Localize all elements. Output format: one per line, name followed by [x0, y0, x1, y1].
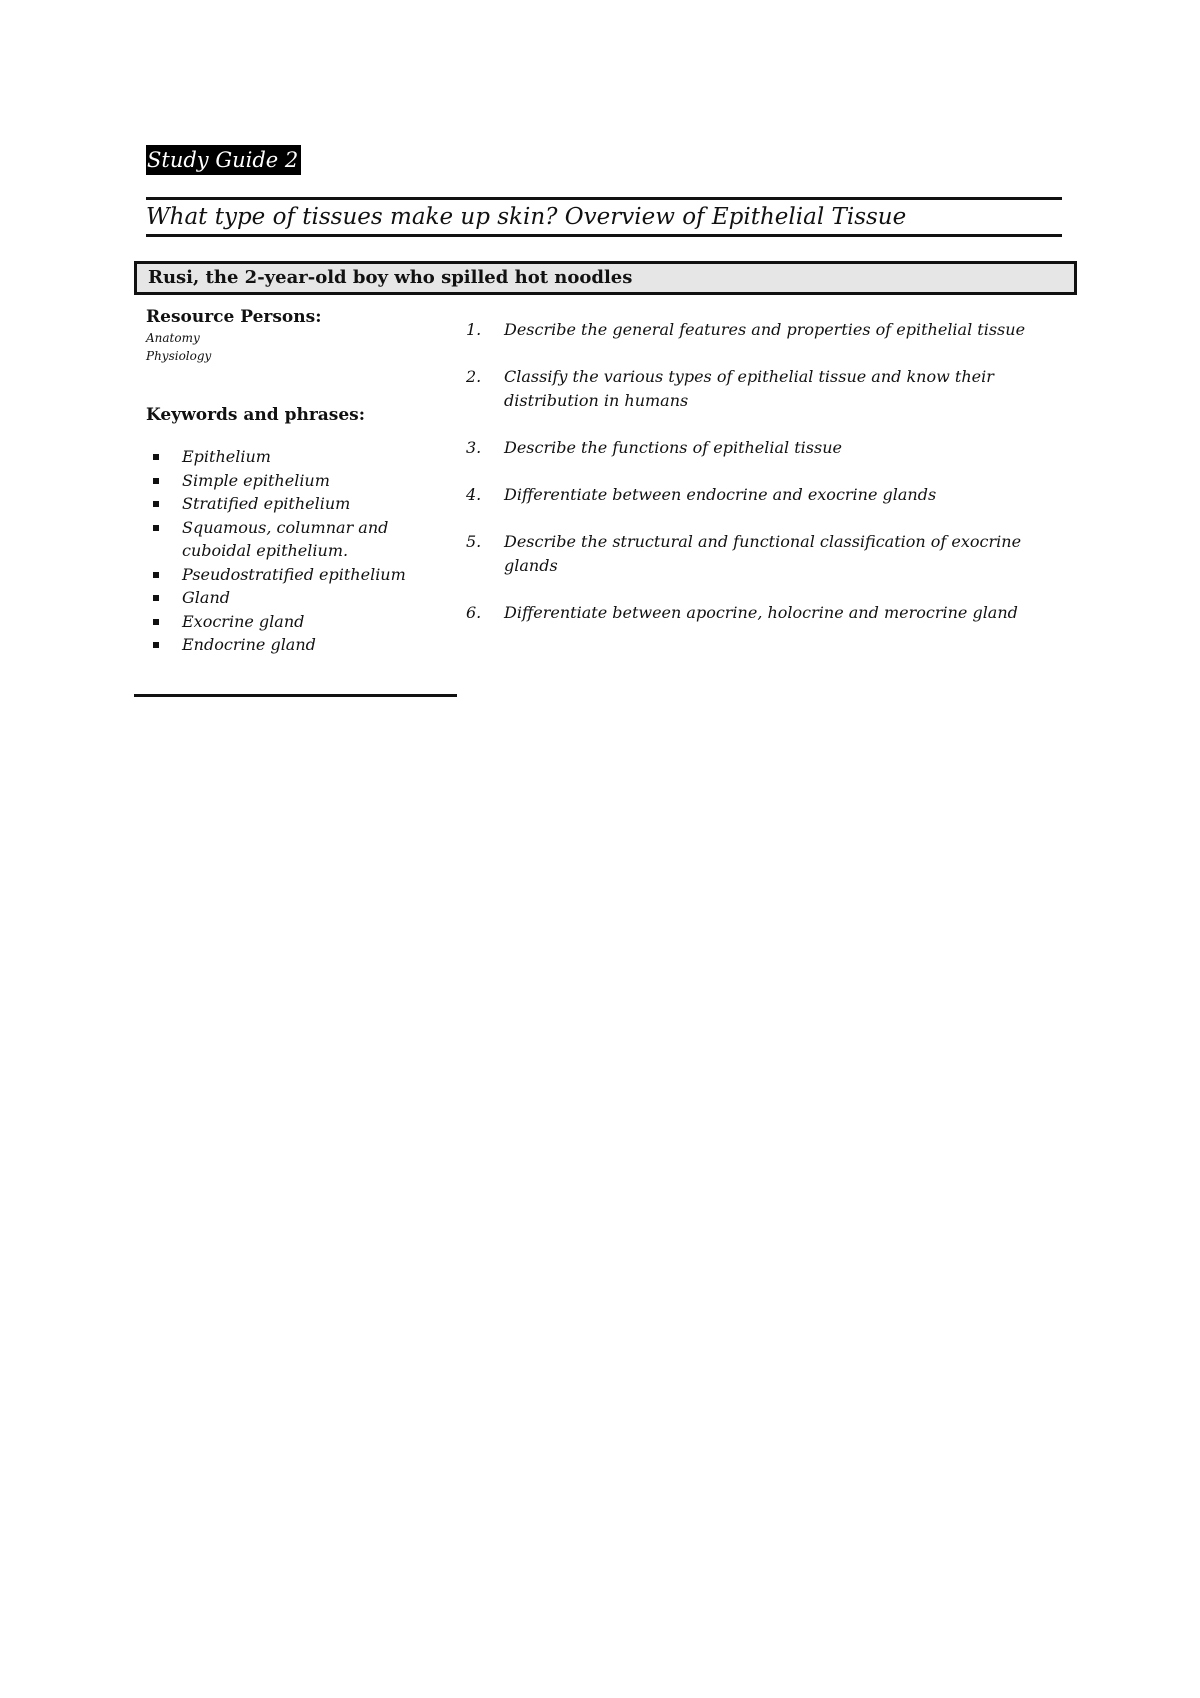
study-guide-label: Study Guide 2	[146, 145, 301, 175]
square-bullet-icon	[153, 454, 159, 460]
square-bullet-icon	[153, 525, 159, 531]
keyword-text: Epithelium	[182, 447, 271, 466]
objective-text: Describe the functions of epithelial tissue	[504, 438, 842, 457]
keyword-text: Pseudostratified epithelium	[182, 564, 406, 584]
objective-item	[466, 436, 1066, 460]
objective-item	[466, 530, 1066, 578]
objectives-list	[466, 318, 1066, 648]
objective-number: 3.	[466, 438, 482, 457]
objective-text: Describe the structural and functional classification of exocrine glands	[504, 532, 1022, 575]
keyword-item	[146, 610, 446, 634]
square-bullet-icon	[153, 642, 159, 648]
square-bullet-icon	[153, 619, 159, 625]
objective-text: Describe the general features and properties of epithelial tissue	[504, 320, 1026, 339]
page-title: What type of tissues make up skin? Overview of Epithelial Tissue	[146, 204, 907, 230]
objective-number: 6.	[466, 603, 482, 622]
keyword-text: Gland	[182, 588, 230, 607]
keyword-item	[146, 445, 446, 469]
keywords-heading: Keywords and phrases:	[146, 405, 366, 425]
title-bottom-rule	[146, 234, 1062, 237]
objective-number: 1.	[466, 320, 482, 339]
keywords-list	[146, 445, 446, 657]
keyword-text: Squamous, columnar and	[182, 517, 389, 537]
objective-text: Differentiate between apocrine, holocrine and merocrine gland	[504, 603, 1018, 622]
case-title-box	[134, 261, 1077, 295]
keyword-item	[146, 516, 446, 540]
objective-item	[466, 365, 1066, 413]
resource-persons-list	[146, 329, 446, 365]
keyword-item-continuation	[146, 539, 446, 563]
keyword-text: Endocrine gland	[182, 635, 316, 654]
keyword-text: Exocrine gland	[182, 611, 305, 631]
objective-item	[466, 483, 1066, 507]
keyword-text: Stratified epithelium	[182, 494, 351, 513]
objective-item	[466, 318, 1066, 342]
square-bullet-icon	[153, 572, 159, 578]
keyword-text: cuboidal epithelium.	[182, 541, 349, 560]
resource-persons-heading: Resource Persons:	[146, 307, 322, 327]
case-title: Rusi, the 2-year-old boy who spilled hot noodles	[148, 267, 633, 288]
keyword-text: Simple epithelium	[182, 470, 330, 490]
keyword-item	[146, 633, 446, 657]
keyword-item	[146, 492, 446, 516]
square-bullet-icon	[153, 478, 159, 484]
left-column	[146, 305, 446, 657]
resource-person: Physiology	[146, 349, 212, 363]
objective-item	[466, 601, 1066, 625]
title-top-rule	[146, 197, 1062, 200]
square-bullet-icon	[153, 501, 159, 507]
left-column-rule	[134, 694, 457, 697]
keyword-item	[146, 586, 446, 610]
resource-person: Anatomy	[146, 331, 200, 345]
objective-number: 2.	[466, 367, 482, 386]
keyword-item	[146, 563, 446, 587]
objective-text: Differentiate between endocrine and exocrine glands	[504, 485, 937, 504]
keyword-item	[146, 469, 446, 493]
square-bullet-icon	[153, 595, 159, 601]
objective-number: 5.	[466, 532, 482, 551]
objective-number: 4.	[466, 485, 482, 504]
objective-text: Classify the various types of epithelial tissue and know their distribution in humans	[504, 367, 994, 410]
